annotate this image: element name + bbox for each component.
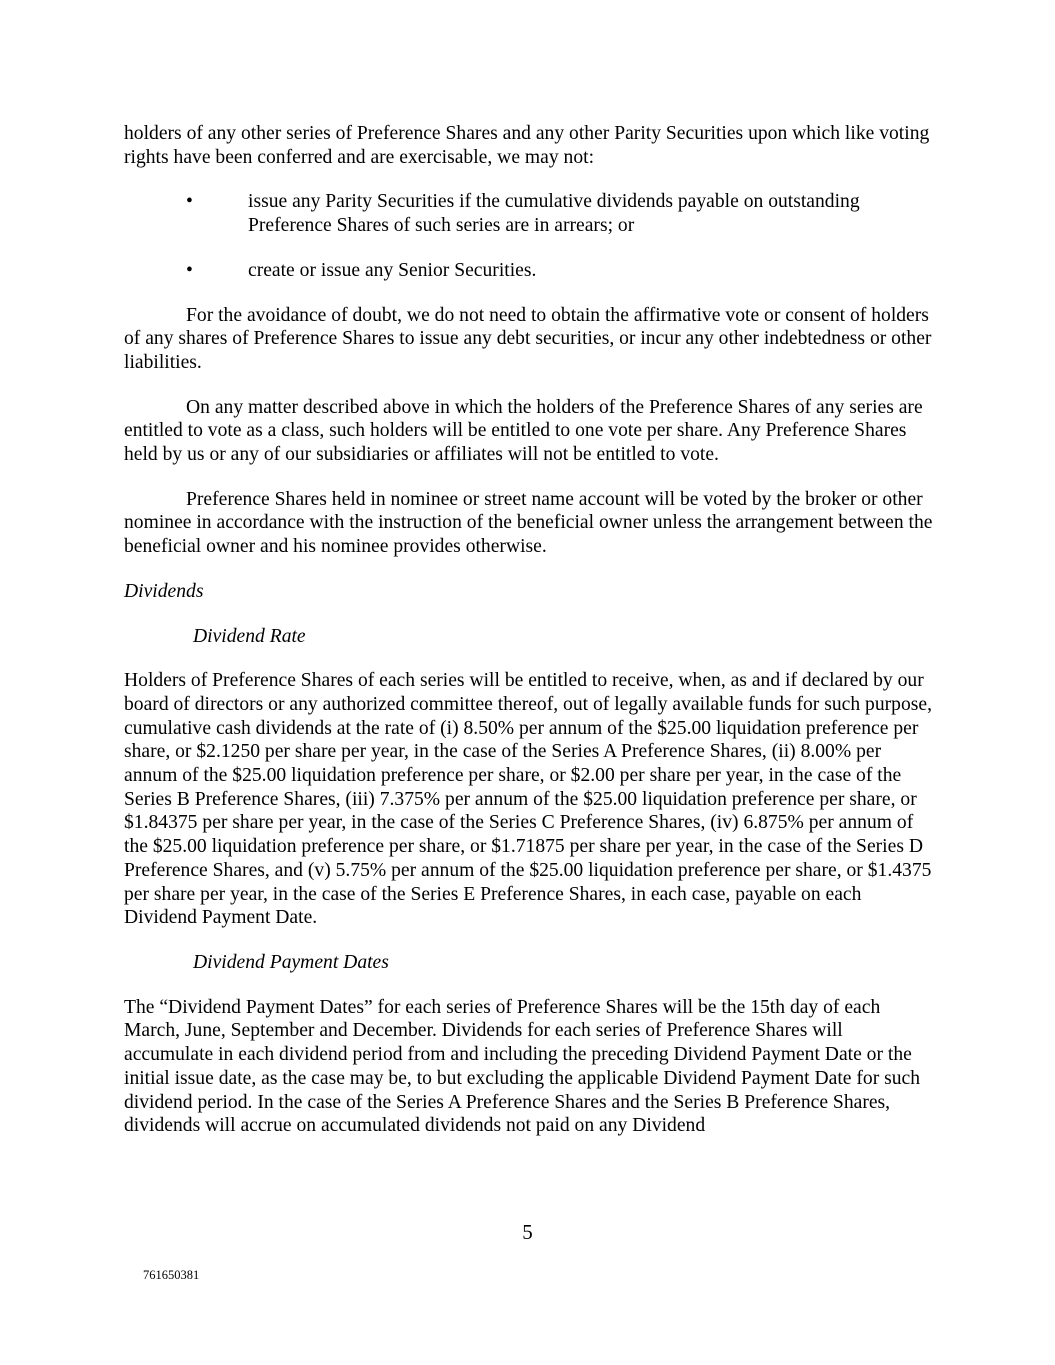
subheading-dividend-payment-dates: Dividend Payment Dates xyxy=(193,951,389,973)
bullet-text: create or issue any Senior Securities. xyxy=(248,259,537,281)
paragraph-dividend-payment-dates: The “Dividend Payment Dates” for each series of Preference Shares will be the 15th day of each March, June, September and December. Dividends for each series of Preference Shares will accumulate in each dividend period from and including the preceding Dividend Payment Date or the initial issue date, as the case may be, to but excluding the applicable Dividend Payment Date for such dividend period. In the case of the Series A Preference Shares and the Series B Preference Shares, dividends will accrue on accumulated dividends not paid on any Dividend xyxy=(124,996,921,1137)
subheading-dividend-rate: Dividend Rate xyxy=(193,625,306,647)
page-number: 5 xyxy=(522,1220,533,1244)
section-heading-dividends: Dividends xyxy=(124,580,204,602)
paragraph-avoidance: For the avoidance of doubt, we do not need to obtain the affirmative vote or consent of holders of any shares of Preference Shares to issue any debt securities, or incur any other indebtedness or other liabilities. xyxy=(124,304,932,373)
paragraph-nominee: Preference Shares held in nominee or street name account will be voted by the broker or other nominee in accordance with the instruction of the beneficial owner unless the arrangement between the beneficial owner and his nominee provides otherwise. xyxy=(124,488,933,558)
bullet-icon: • xyxy=(186,259,193,281)
paragraph-dividend-rate: Holders of Preference Shares of each series will be entitled to receive, when, as and if declared by our board of directors or any authorized committee thereof, out of legally available funds for such purpose, cumulative cash dividends at the rate of (i) 8.50% per annum of the $25.00 liquidation preference per share, or $2.1250 per share per year, in the case of the Series A Preference Shares, (ii) 8.00% per annum of the $25.00 liquidation preference per share, or $2.00 per share per year, in the case of the Series B Preference Shares, (iii) 7.375% per annum of the $25.00 liquidation preference per share, or $1.84375 per share per year, in the case of the Series C Preference Shares, (iv) 6.875% per annum of the $25.00 liquidation preference per share, or $1.71875 per share per year, in the case of the Series D Preference Shares, and (v) 5.75% per annum of the $25.00 liquidation preference per share, or $1.4375 per share per year, in the case of the Series E Preference Shares, in each case, payable on each Dividend Payment Date. xyxy=(124,670,932,929)
paragraph-vote: On any matter described above in which the holders of the Preference Shares of any series are entitled to vote as a class, such holders will be entitled to one vote per share. Any Preference Shares held by us or any of our subsidiaries or affiliates will not be entitled to vote. xyxy=(124,396,923,466)
list-item xyxy=(124,190,934,237)
paragraph-intro: holders of any other series of Preference Shares and any other Parity Securities upon which like voting rights have been conferred and are exercisable, we may not: xyxy=(124,123,930,168)
bullet-text: issue any Parity Securities if the cumulative dividends payable on outstanding Preference Shares of such series are in arrears; or xyxy=(248,191,860,237)
document-id: 761650381 xyxy=(143,1268,200,1282)
bullet-icon: • xyxy=(186,191,193,213)
list-item xyxy=(124,259,934,283)
bullet-list xyxy=(124,190,934,282)
document-body xyxy=(124,122,934,1159)
